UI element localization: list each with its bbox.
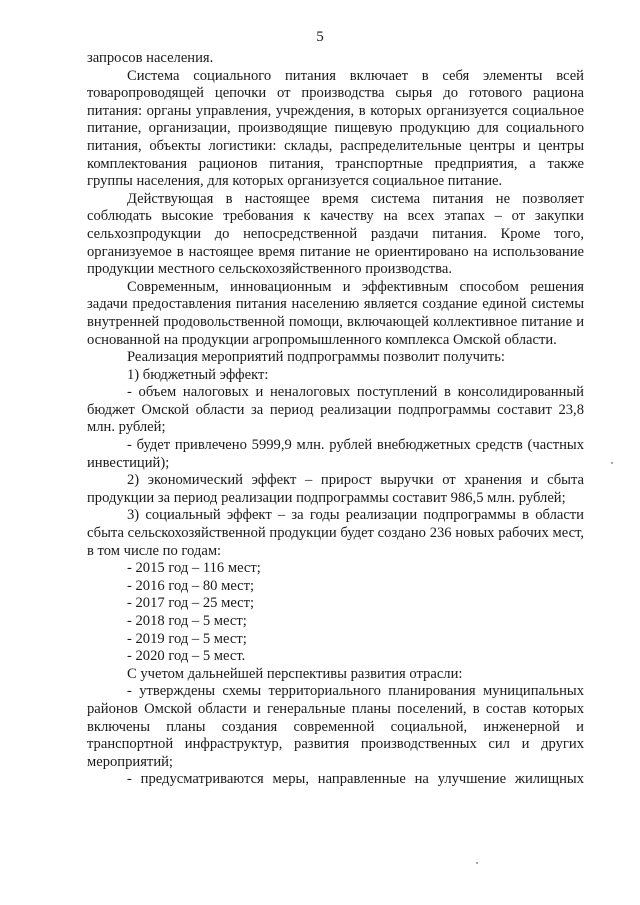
page-number: 5 (316, 29, 324, 45)
list-item: - 2019 год – 5 мест; (127, 630, 247, 647)
paragraph: Реализация мероприятий подпрограммы позволит получить: (127, 349, 505, 366)
list-item: - будет привлечено 5999,9 млн. рублей внебюджетных средств (частных инвестиций); (87, 437, 584, 471)
scan-speck (476, 862, 478, 864)
paragraph: Система социального питания включает в себя элементы всей товаропроводящей цепочки от производства сырья до готового рациона питания: органы управления, учреждения, в которых организуется социальное питание, организации, производящие пищевую продукцию для социального питания, объекты логистики: склады, распределительные центры и центры комплектования рационов питания, транспортные предприятия, а также группы населения, для которых организуется социальное питание. (87, 67, 584, 190)
list-item: - предусматриваются меры, направленные на улучшение жилищных (127, 771, 584, 788)
list-item: 2) экономический эффект – прирост выручки от хранения и сбыта продукции за период реализации подпрограммы составит 986,5 млн. рублей; (87, 472, 584, 506)
list-item: - 2016 год – 80 мест; (127, 577, 255, 594)
list-item: 3) социальный эффект – за годы реализации подпрограммы в области сбыта сельскохозяйственной продукции будет создано 236 новых рабочих мест, в том числе по годам: (87, 507, 584, 559)
paragraph: Современным, инновационным и эффективным способом решения задачи предоставления питания населению является создание единой системы внутренней продовольственной помощи, включающей коллективное питание и основанной на продукции агропромышленного комплекса Омской области. (87, 278, 584, 348)
list-item: - 2020 год – 5 мест. (127, 648, 246, 665)
list-item: - объем налоговых и неналоговых поступлений в консолидированный бюджет Омской области за период реализации подпрограммы составит 23,8 млн. рублей; (87, 384, 584, 436)
paragraph: Действующая в настоящее время система питания не позволяет соблюдать высокие требования к качеству на всех этапах – от закупки сельхозпродукции до непосредственной раздачи питания. Кроме того, организуемое в настоящее время питание не ориентировано на использование продукции местного сельскохозяйственного производства. (87, 190, 584, 278)
list-item: 1) бюджетный эффект: (127, 366, 269, 383)
list-item: - 2015 год – 116 мест; (127, 560, 261, 577)
scan-speck (611, 462, 613, 464)
paragraph: запросов населения. (87, 50, 214, 66)
list-item: - 2018 год – 5 мест; (127, 613, 247, 629)
paragraph: С учетом дальнейшей перспективы развития отрасли: (127, 665, 463, 682)
list-item: - 2017 год – 25 мест; (127, 595, 255, 612)
list-item: - утверждены схемы территориального планирования муниципальных районов Омской области и генеральные планы поселений, в состав которых включены планы создания современной социальной, инженерной и транспортной инфраструктур, развития производственных сил и других мероприятий; (87, 683, 584, 770)
document-body (87, 50, 584, 789)
